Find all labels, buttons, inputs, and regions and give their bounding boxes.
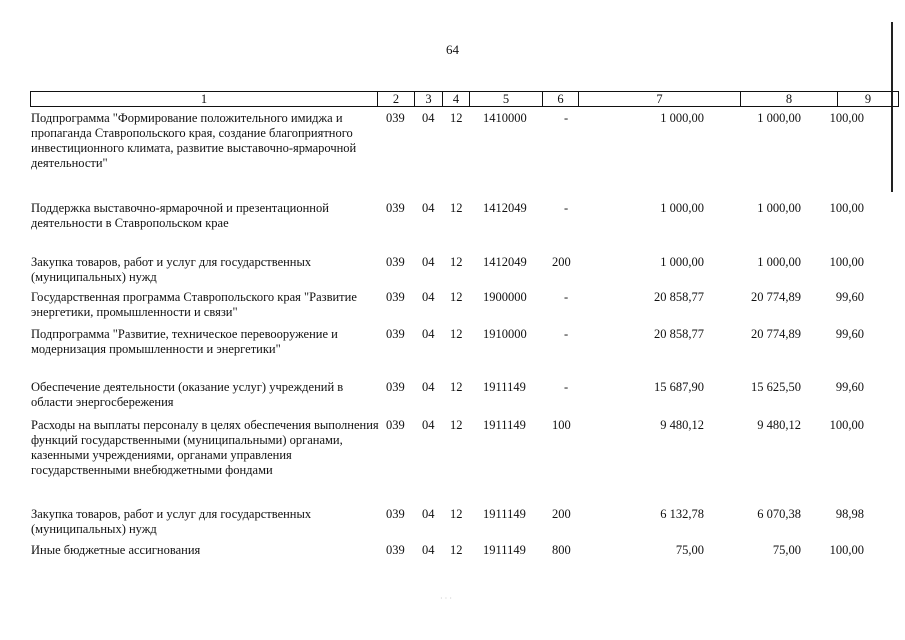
row-value-8: 1 000,00 [757, 111, 801, 125]
row-section: 04 [422, 507, 435, 521]
row-code: 039 [386, 201, 405, 215]
row-value-7: 1 000,00 [660, 111, 704, 125]
row-target: 1910000 [483, 327, 527, 341]
row-code: 039 [386, 507, 405, 521]
row-value-8: 20 774,89 [751, 290, 801, 304]
row-value-8: 9 480,12 [757, 418, 801, 432]
row-section: 04 [422, 201, 435, 215]
row-code: 039 [386, 543, 405, 557]
row-code: 039 [386, 255, 405, 269]
row-name: Государственная программа Ставропольского края "Развитие энергетики, промышленности и связи" [31, 290, 357, 319]
row-section: 04 [422, 327, 435, 341]
row-value-9: 100,00 [829, 255, 864, 269]
row-name: Иные бюджетные ассигнования [31, 543, 201, 557]
row-target: 1911149 [483, 418, 526, 432]
row-target: 1412049 [483, 255, 527, 269]
row-name: Расходы на выплаты персоналу в целях обеспечения выполнения функций государственными (муниципальными) органами, казенными учреждениями, органами управления государственными внебюджетными фондами [31, 418, 379, 477]
row-value-7: 20 858,77 [654, 327, 704, 341]
row-value-8: 15 625,50 [751, 380, 801, 394]
row-name: Подпрограмма "Формирование положительного имиджа и пропаганда Ставропольского края, создание благоприятного инвестиционного климата, развитие выставочно-ярмарочной деятельности" [31, 111, 357, 170]
row-value-7: 9 480,12 [660, 418, 704, 432]
row-subsection: 12 [450, 290, 463, 304]
row-type: 800 [552, 543, 571, 557]
row-type: - [564, 380, 569, 394]
row-value-8: 1 000,00 [757, 201, 801, 215]
row-value-7: 1 000,00 [660, 201, 704, 215]
row-subsection: 12 [450, 380, 463, 394]
row-target: 1911149 [483, 543, 526, 557]
header-col-4: 4 [443, 92, 470, 106]
row-value-9: 100,00 [829, 201, 864, 215]
row-subsection: 12 [450, 543, 463, 557]
header-col-9: 9 [864, 92, 872, 106]
row-value-8: 1 000,00 [757, 255, 801, 269]
row-target: 1412049 [483, 201, 527, 215]
row-type: - [564, 111, 569, 125]
row-type: - [564, 327, 569, 341]
row-code: 039 [386, 111, 405, 125]
row-value-9: 100,00 [829, 111, 864, 125]
row-value-7: 6 132,78 [660, 507, 704, 521]
row-value-8: 75,00 [772, 543, 801, 557]
row-value-8: 20 774,89 [751, 327, 801, 341]
row-subsection: 12 [450, 507, 463, 521]
row-type: 100 [552, 418, 571, 432]
row-name: Закупка товаров, работ и услуг для государственных (муниципальных) нужд [31, 507, 312, 536]
row-value-9: 100,00 [829, 543, 864, 557]
header-col-5: 5 [470, 92, 543, 106]
row-section: 04 [422, 418, 435, 432]
row-value-7: 15 687,90 [654, 380, 704, 394]
margin-rule [891, 22, 893, 192]
row-subsection: 12 [450, 111, 463, 125]
row-subsection: 12 [450, 327, 463, 341]
scan-specks: · · · [440, 594, 452, 603]
row-section: 04 [422, 380, 435, 394]
row-name: Закупка товаров, работ и услуг для государственных (муниципальных) нужд [31, 255, 312, 284]
row-type: 200 [552, 507, 571, 521]
header-col-7: 7 [579, 92, 741, 106]
row-name: Подпрограмма "Развитие, техническое перевооружение и модернизация промышленности и энергетики" [31, 327, 338, 356]
row-name: Поддержка выставочно-ярмарочной и презентационной деятельности в Ставропольском крае [31, 201, 329, 230]
row-target: 1900000 [483, 290, 527, 304]
row-value-7: 1 000,00 [660, 255, 704, 269]
row-type: 200 [552, 255, 571, 269]
table-header [30, 91, 899, 107]
row-target: 1911149 [483, 507, 526, 521]
row-subsection: 12 [450, 201, 463, 215]
row-value-7: 20 858,77 [654, 290, 704, 304]
row-name: Обеспечение деятельности (оказание услуг) учреждений в области энергосбережения [31, 380, 344, 409]
row-section: 04 [422, 111, 435, 125]
row-value-9: 100,00 [829, 418, 864, 432]
page-number: 64 [446, 42, 459, 57]
row-section: 04 [422, 543, 435, 557]
row-value-8: 6 070,38 [757, 507, 801, 521]
row-type: - [564, 290, 569, 304]
row-subsection: 12 [450, 255, 463, 269]
row-value-7: 75,00 [675, 543, 704, 557]
header-col-2: 2 [378, 92, 415, 106]
header-col-1: 1 [31, 92, 378, 106]
header-col-6: 6 [543, 92, 579, 106]
row-code: 039 [386, 418, 405, 432]
row-value-9: 99,60 [835, 327, 864, 341]
row-subsection: 12 [450, 418, 463, 432]
row-target: 1410000 [483, 111, 527, 125]
row-value-9: 98,98 [835, 507, 864, 521]
row-code: 039 [386, 290, 405, 304]
header-col-8: 8 [741, 92, 838, 106]
row-code: 039 [386, 380, 405, 394]
row-value-9: 99,60 [835, 380, 864, 394]
row-code: 039 [386, 327, 405, 341]
row-value-9: 99,60 [835, 290, 864, 304]
row-target: 1911149 [483, 380, 526, 394]
row-section: 04 [422, 255, 435, 269]
row-section: 04 [422, 290, 435, 304]
row-type: - [564, 201, 569, 215]
header-col-3: 3 [415, 92, 443, 106]
